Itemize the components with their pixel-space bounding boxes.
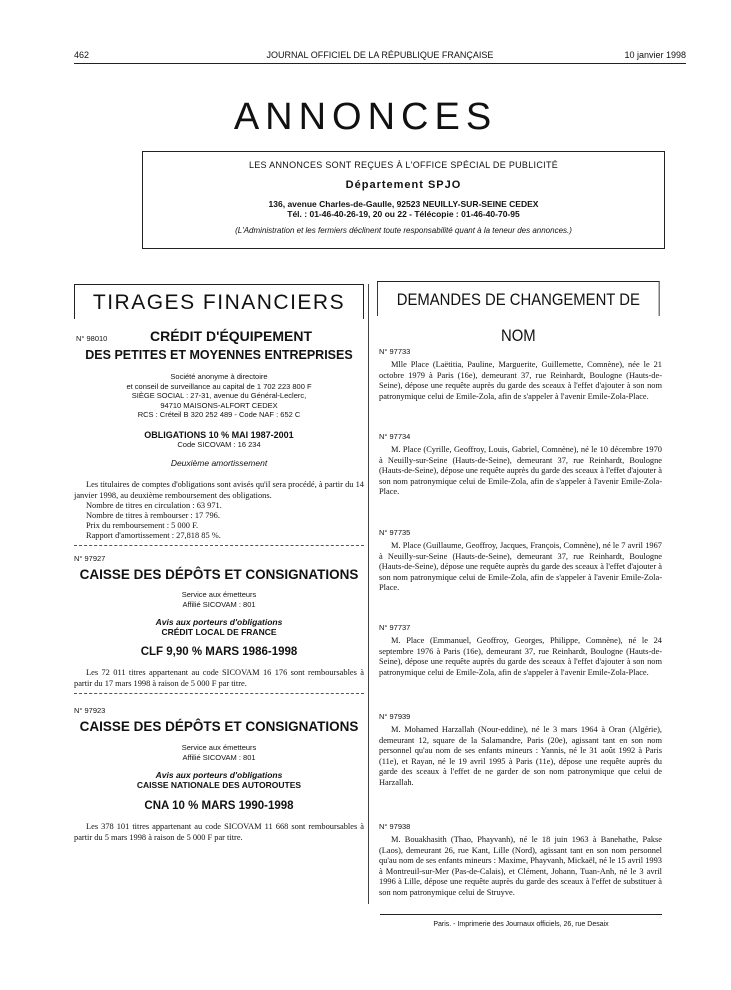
announcement-98010-heading xyxy=(74,328,364,346)
section-title-tirages: TIRAGES FINANCIERS xyxy=(74,284,364,319)
bond-stat: Nombre de titres en circulation : 63 971. xyxy=(86,501,222,511)
company-info-line: Société anonyme à directoire xyxy=(170,372,268,381)
name-change-entry xyxy=(379,623,662,678)
page-title: ANNONCES xyxy=(233,96,498,138)
company-title: CRÉDIT D'ÉQUIPEMENT xyxy=(150,328,313,344)
name-change-entry xyxy=(379,528,662,594)
announcement-text: Les 378 101 titres appartenant au code SICOVAM 11 668 sont remboursables à partir du 5 mars 1998 à raison de 5 000 F par titre. xyxy=(74,822,364,842)
notice-address: 136, avenue Charles-de-Gaulle, 92523 NEUILLY-SUR-SEINE CEDEX xyxy=(268,199,539,209)
announcement-number: N° 98010 xyxy=(76,334,108,343)
bond-stat: Rapport d'amortissement : 27,818 85 %. xyxy=(86,531,221,541)
name-change-entry xyxy=(379,432,662,498)
separator xyxy=(74,693,364,694)
name-change-entry xyxy=(379,712,662,789)
issuer-name: CAISSE NATIONALE DES AUTOROUTES xyxy=(136,780,302,791)
announcement-text: M. Bouakhasith (Thao, Phayvanh), né le 18 juin 1963 à Banehathe, Pakse (Laos), demeurant 26, rue Kant, Lille (Nord), agissant tant en son nom personnel qu'au nom de ses enfants mineurs : Maxime, Phayvanh, Mickaël, né le 15 avril 1993 à Montreuil-sur-Mer (Pas-de-Calais), et Clément, Johann, Tuan-Anh, né le 3 avril 1996 à Lille, dépose une requête auprès du garde des sceaux à l'effet de substituer à son nom patronymique celui de Struyve. xyxy=(379,835,662,897)
notice-department: Département SPJO xyxy=(345,179,462,191)
announcement-number: N° 97938 xyxy=(379,822,411,831)
service-info: Service aux émetteurs xyxy=(181,743,257,753)
company-info-line: et conseil de surveillance au capital de 1 702 223 800 F xyxy=(126,381,312,391)
left-column xyxy=(74,328,364,844)
notice-heading: Avis aux porteurs d'obligations xyxy=(155,617,283,628)
company-info-line: 94710 MAISONS-ALFORT CEDEX xyxy=(160,400,278,410)
company-info-line: RCS : Créteil B 320 252 489 - Code NAF : 652 C xyxy=(137,410,301,419)
bond-title: OBLIGATIONS 10 % MAI 1987-2001 xyxy=(144,429,294,440)
header-rule xyxy=(74,63,686,64)
service-affiliation: Affilié SICOVAM : 801 xyxy=(182,752,256,762)
bond-stat: Nombre de titres à rembourser : 17 796. xyxy=(86,511,220,521)
notice-line-1: LES ANNONCES SONT REÇUES À L'OFFICE SPÉCIAL DE PUBLICITÉ xyxy=(248,160,559,170)
bond-title: CNA 10 % MARS 1990-1998 xyxy=(144,800,294,813)
name-change-entry xyxy=(379,347,662,402)
announcement-number: N° 97737 xyxy=(379,623,411,632)
announcement-number: N° 97735 xyxy=(379,528,411,537)
service-affiliation: Affilié SICOVAM : 801 xyxy=(182,599,256,609)
company-info-line: SIÈGE SOCIAL : 27-31, avenue du Général-Leclerc, xyxy=(131,391,307,400)
bond-stat: Prix du remboursement : 5 000 F. xyxy=(86,521,199,531)
announcement-number: N° 97733 xyxy=(379,347,411,356)
separator xyxy=(74,545,364,546)
institution-title: CAISSE DES DÉPÔTS ET CONSIGNATIONS xyxy=(79,719,359,735)
notice-disclaimer: (L'Administration et les fermiers déclinent toute responsabilité quant à la teneur des annonces.) xyxy=(235,226,572,235)
announcement-text: Les 72 011 titres appartenant au code SICOVAM 16 176 sont remboursables à partir du 17 mars 1998 à raison de 5 000 F par titre. xyxy=(74,668,364,688)
section-title-demandes: DEMANDES DE CHANGEMENT DE NOM xyxy=(377,281,660,316)
announcement-text: Mlle Place (Laëtitia, Pauline, Marguerite, Guillemette, Comnène), née le 21 octobre 1979 à Paris (16e), demeurant 37, rue Reinhardt, Boulogne (Hauts-de-Seine), dépose une requête auprès du garde des sceaux à l'effet d'ajouter à son nom patronymique celui de Emile-Zola, afin de s'appeler à l'avenir Emile-Zola-Place. xyxy=(379,360,662,401)
announcement-number: N° 97927 xyxy=(74,554,106,564)
announcement-number: N° 97923 xyxy=(74,706,106,716)
institution-title: CAISSE DES DÉPÔTS ET CONSIGNATIONS xyxy=(79,567,359,583)
issue-date: 10 janvier 1998 xyxy=(624,50,686,60)
announcement-text: M. Mohamed Harzallah (Nour-eddine), né le 3 mars 1964 à Oran (Algérie), demeurant 12, square de la Salamandre, Paris (20e), agissant tant en son nom personnel qu'au nom de ses enfants mineurs : Yannis, né le 31 août 1992 à Paris (11e), et Rayan, né le 19 avril 1995 à Paris (11e), dépose une requête auprès du garde des sceaux à l'effet de ne garder de son nom patronymique que celui de Harzallah. xyxy=(379,725,662,787)
bond-code: Code SICOVAM : 16 234 xyxy=(177,439,261,449)
company-title-2: DES PETITES ET MOYENNES ENTREPRISES xyxy=(85,348,353,362)
announcement-text: M. Place (Guillaume, Geoffroy, Jacques, François, Comnène), né le 7 avril 1967 à Neuilly-sur-Seine (Hauts-de-Seine), demeurant 37, rue Reinhardt, Boulogne (Hauts-de-Seine), dépose une requête auprès du garde des sceaux à l'effet d'ajouter à son nom patronymique celui de Emile-Zola, afin de s'appeler à l'avenir Emile-Zola-Place. xyxy=(379,541,662,593)
notice-heading: Avis aux porteurs d'obligations xyxy=(155,770,283,781)
journal-title: JOURNAL OFFICIEL DE LA RÉPUBLIQUE FRANÇAISE xyxy=(266,50,494,60)
notice-box xyxy=(142,151,665,249)
issuer-name: CRÉDIT LOCAL DE FRANCE xyxy=(161,627,277,638)
amortization-subtitle: Deuxième amortissement xyxy=(170,458,268,468)
running-header xyxy=(74,50,686,64)
announcement-text: M. Place (Cyrille, Geoffroy, Louis, Gabriel, Comnène), né le 10 décembre 1970 à Neuilly-sur-Seine (Hauts-de-Seine), demeurant 37, rue Reinhardt, Boulogne (Hauts-de-Seine), dépose une requête auprès du garde des sceaux à l'effet d'ajouter à son nom patronymique celui de Emile-Zola, afin de s'appeler à l'avenir Emile-Zola-Place. xyxy=(379,445,662,497)
announcement-text: M. Place (Emmanuel, Geoffroy, Georges, Philippe, Comnène), né le 24 septembre 1976 à Paris (16e), demeurant 37, rue Reinhardt, Boulogne (Hauts-de-Seine), dépose une requête auprès du garde des sceaux à l'effet d'ajouter à son nom patronymique celui de Emile-Zola, afin de s'appeler à l'avenir Emile-Zola-Place. xyxy=(379,636,662,677)
company-info xyxy=(74,372,364,420)
page-number: 462 xyxy=(74,50,90,60)
printer-footer: Paris. - Imprimerie des Journaux officiels, 26, rue Desaix xyxy=(380,914,662,928)
name-change-entry xyxy=(379,822,662,899)
column-divider xyxy=(368,284,369,904)
bond-title: CLF 9,90 % MARS 1986-1998 xyxy=(140,646,298,659)
announcement-text: Les titulaires de comptes d'obligations sont avisés qu'il sera procédé, à partir du 14 janvier 1998, au deuxième remboursement des obligations. xyxy=(74,480,364,500)
announcement-number: N° 97734 xyxy=(379,432,411,441)
announcement-number: N° 97939 xyxy=(379,712,411,721)
notice-phone: Tél. : 01-46-40-26-19, 20 ou 22 - Télécopie : 01-46-40-70-95 xyxy=(287,209,520,219)
service-info: Service aux émetteurs xyxy=(181,590,257,600)
